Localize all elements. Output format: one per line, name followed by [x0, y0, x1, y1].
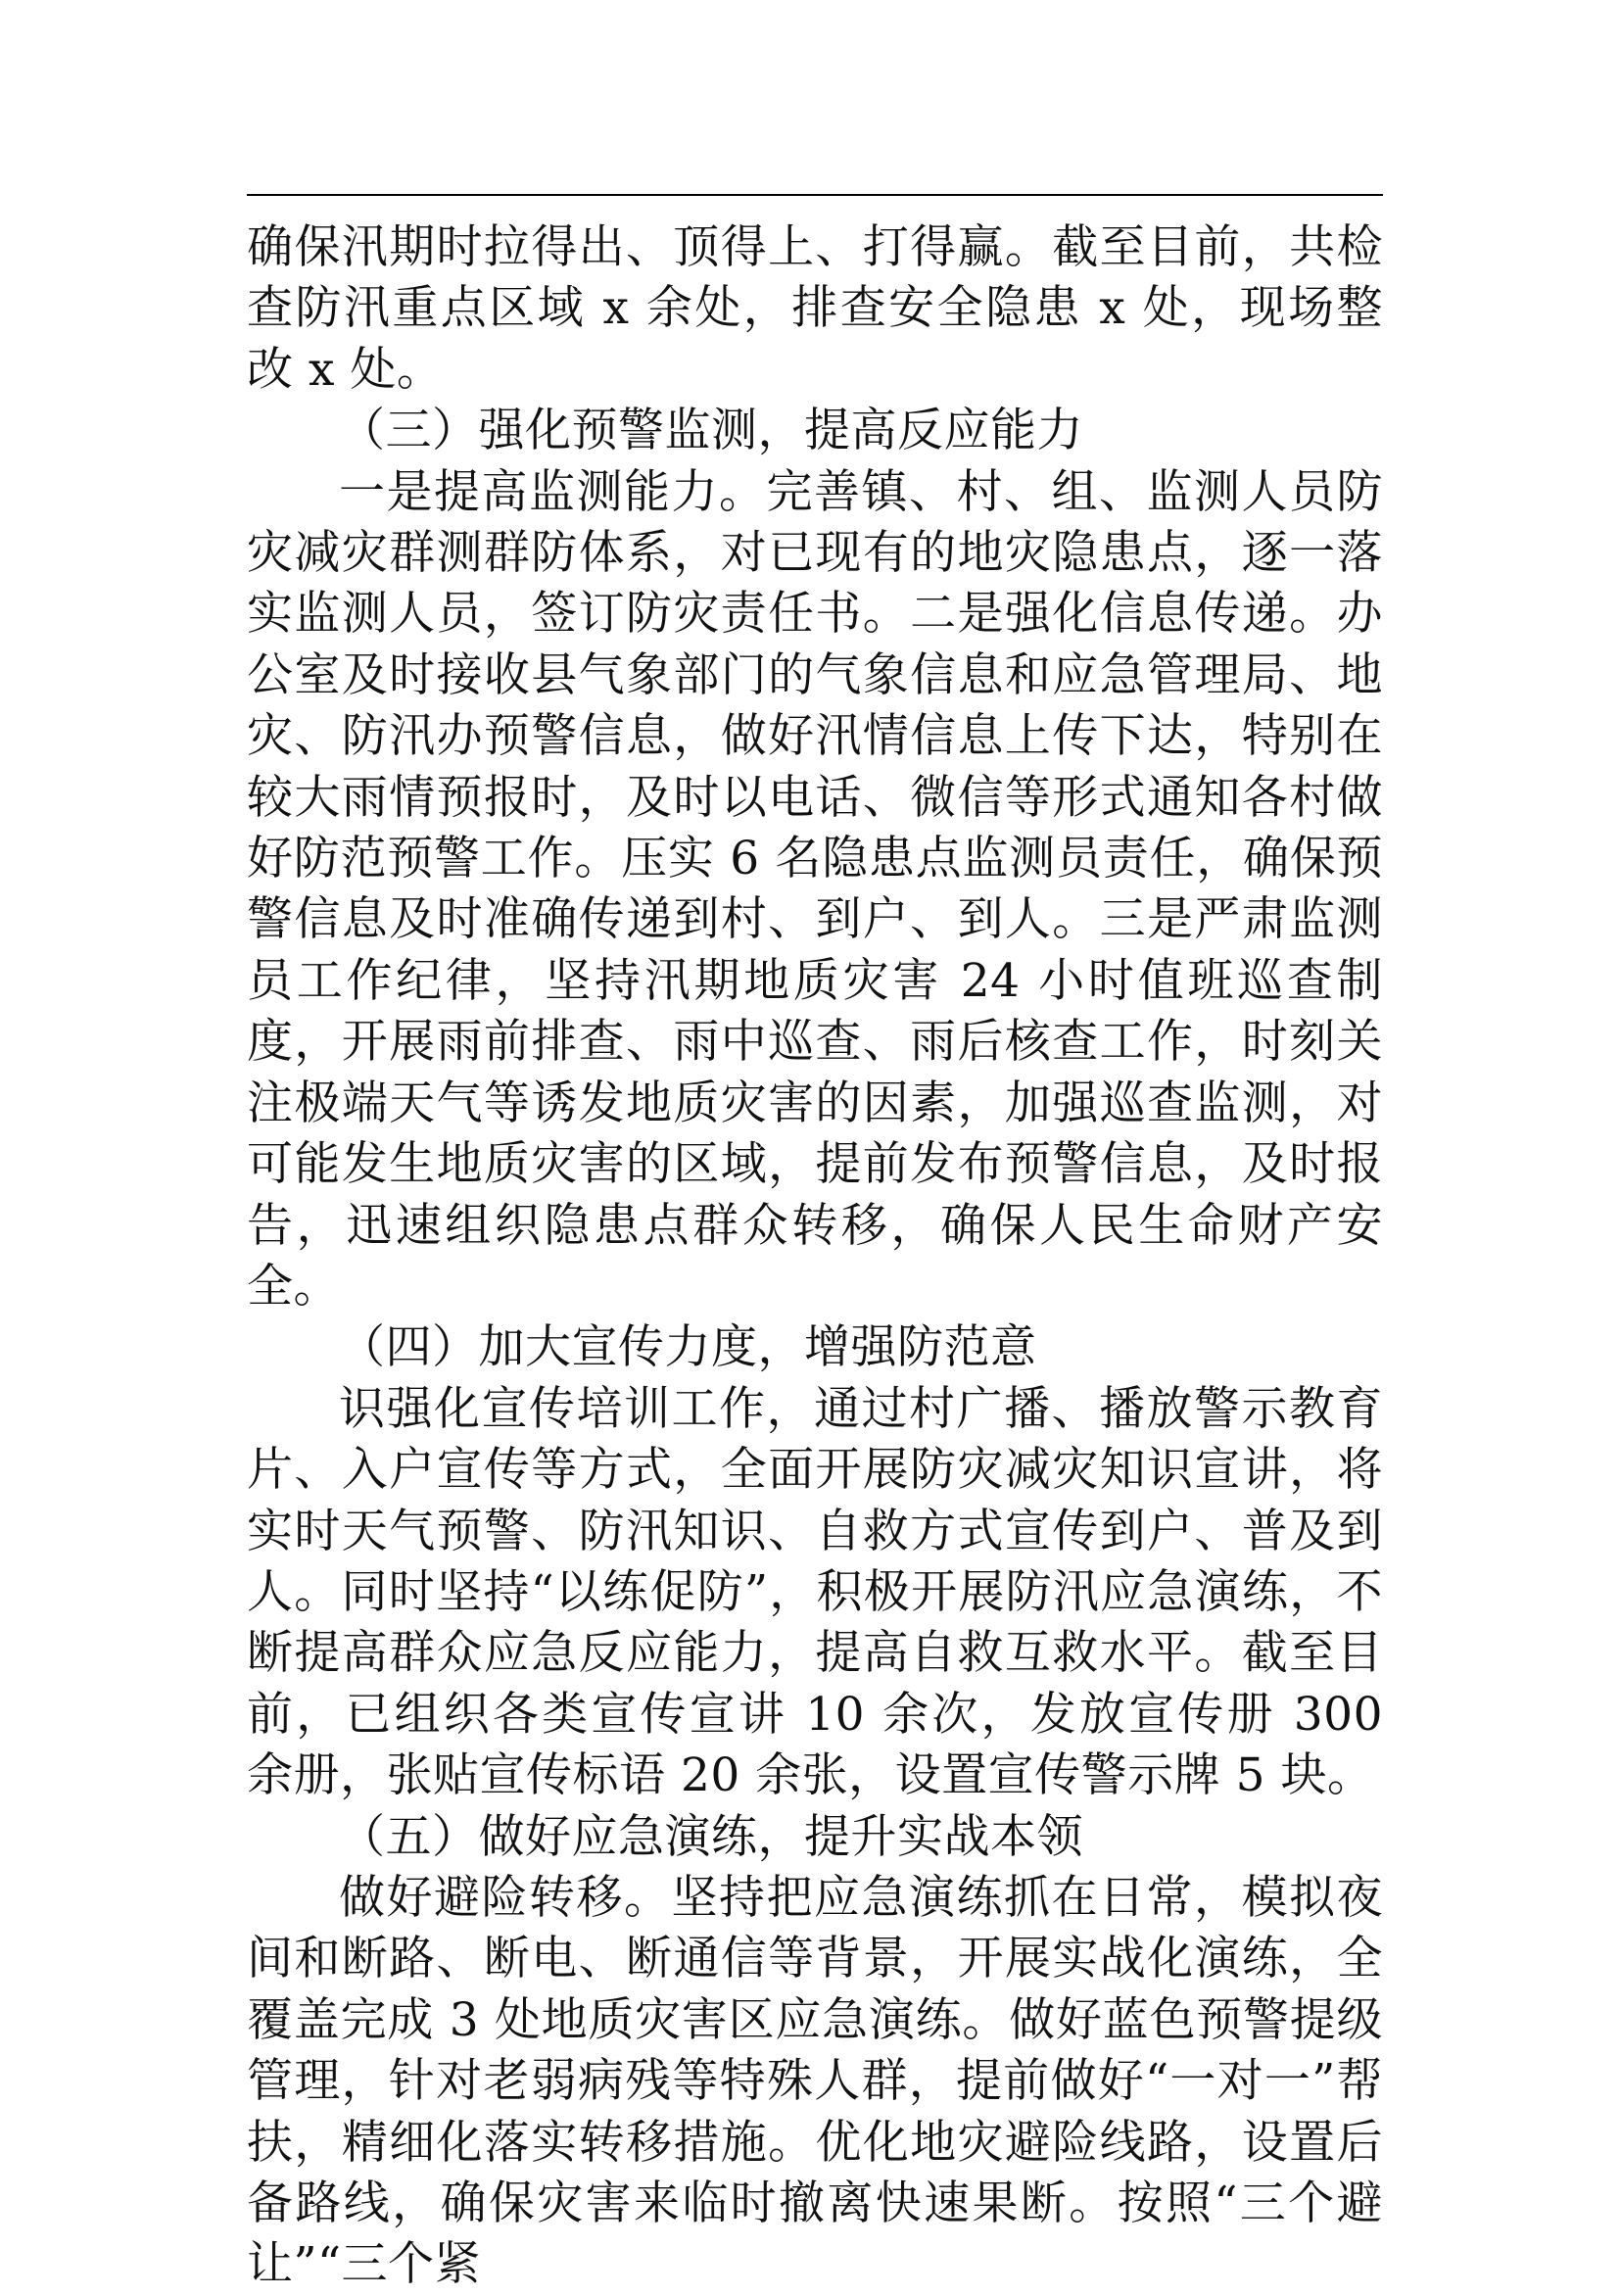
header-rule: [247, 194, 1383, 196]
paragraph-continuation: 确保汛期时拉得出、顶得上、打得赢。截至目前，共检查防汛重点区域 x 余处，排查安全隐患 x 处，现场整改 x 处。: [247, 220, 1383, 397]
paragraph-publicity: 识强化宣传培训工作，通过村广播、播放警示教育片、入户宣传等方式，全面开展防灾减灾知识宣讲，将实时天气预警、防汛知识、自救方式宣传到户、普及到人。同时坚持“以练促防”，积极开展防汛应急演练，不断提高群众应急反应能力，提高自救互救水平。截至目前，已组织各类宣传宣讲 10 余次，发放宣传册 300 余册，张贴宣传标语 20 余张，设置宣传警示牌 5 块。: [247, 1381, 1383, 1803]
paragraph-monitoring: 一是提高监测能力。完善镇、村、组、监测人员防灾减灾群测群防体系，对已现有的地灾隐患点，逐一落实监测人员，签订防灾责任书。二是强化信息传递。办公室及时接收县气象部门的气象信息和应急管理局、地灾、防汛办预警信息，做好汛情信息上传下达，特别在较大雨情预报时，及时以电话、微信等形式通知各村做好防范预警工作。压实 6 名隐患点监测员责任，确保预警信息及时准确传递到村、到户、到人。三是严肃监测员工作纪律，坚持汛期地质灾害 24 小时值班巡查制度，开展雨前排查、雨中巡查、雨后核查工作，时刻关注极端天气等诱发地质灾害的因素，加强巡查监测，对可能发生地质灾害的区域，提前发布预警信息，及时报告，迅速组织隐患点群众转移，确保人民生命财产安全。: [247, 464, 1383, 1314]
document-body: [247, 217, 1383, 2296]
paragraph-drills: 做好避险转移。坚持把应急演练抓在日常，模拟夜间和断路、断电、断通信等背景，开展实战化演练，全覆盖完成 3 处地质灾害区应急演练。做好蓝色预警提级管理，针对老弱病残等特殊人群，提前做好“一对一”帮扶，精细化落实转移措施。优化地灾避险线路，设置后备路线，确保灾害来临时撤离快速果断。按照“三个避让”“三个紧: [247, 1870, 1384, 2292]
section-heading-3: （三）强化预警监测，提高反应能力: [339, 404, 1083, 458]
section-heading-5: （五）做好应急演练，提升实战本领: [339, 1809, 1083, 1864]
section-heading-4: （四）加大宣传力度，增强防范意: [339, 1320, 1037, 1375]
